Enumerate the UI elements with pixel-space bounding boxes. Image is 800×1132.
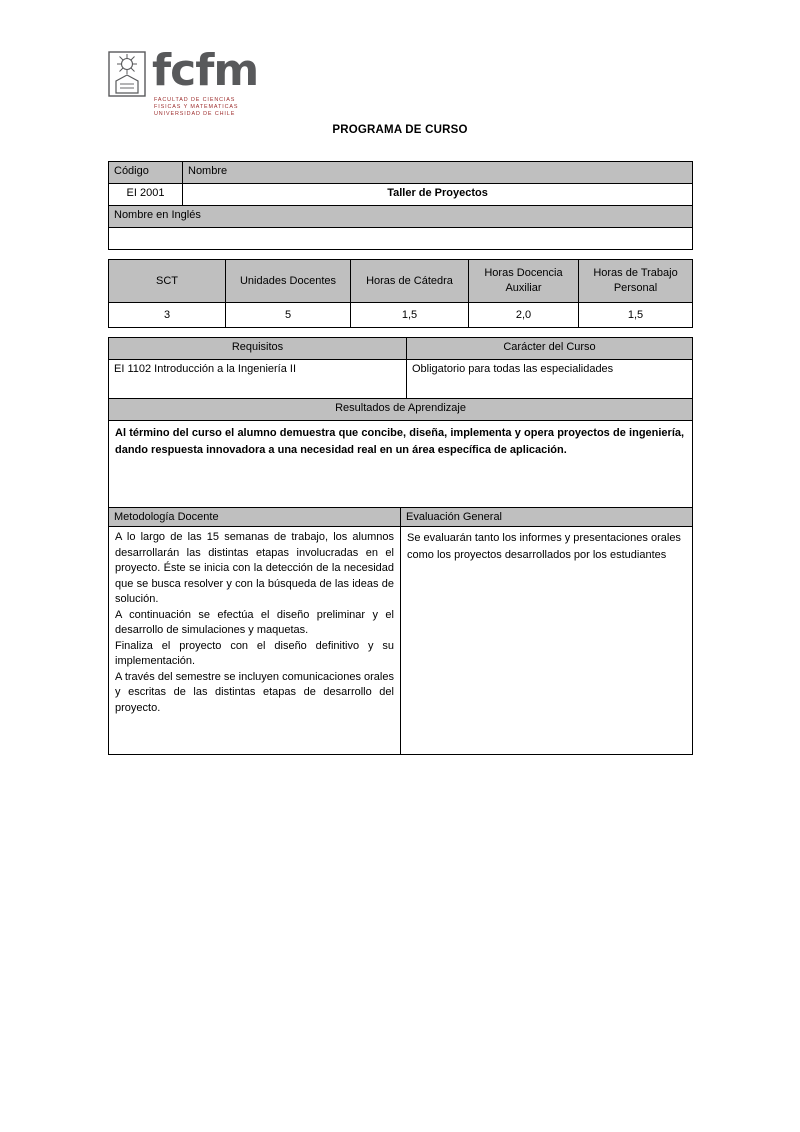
logo-subtitle-line-3: UNIVERSIDAD DE CHILE xyxy=(154,111,236,118)
metodologia-content xyxy=(109,527,401,755)
metric-value-sct: 3 xyxy=(109,303,226,328)
table-row xyxy=(109,162,693,184)
requisitos-header: Requisitos xyxy=(109,338,407,360)
metric-header-horas-catedra: Horas de Cátedra xyxy=(351,260,469,303)
code-header: Código xyxy=(109,162,183,184)
code-value: EI 2001 xyxy=(109,184,183,206)
table-row xyxy=(109,184,693,206)
name-value: Taller de Proyectos xyxy=(183,184,693,206)
metodologia-paragraph-4: A través del semestre se incluyen comunicaciones orales y escritas de las distintas etapas de desarrollo del proyecto. xyxy=(115,670,394,714)
requisitos-value: EI 1102 Introducción a la Ingeniería II xyxy=(109,360,407,399)
metric-header-unidades-docentes: Unidades Docentes xyxy=(226,260,351,303)
logo-subtitle-line-1: FACULTAD DE CIENCIAS xyxy=(154,97,236,103)
metodologia-header: Metodología Docente xyxy=(109,508,401,527)
evaluacion-content: Se evaluarán tanto los informes y presentaciones orales como los proyectos desarrollados por los estudiantes xyxy=(401,527,693,755)
spacer-row xyxy=(109,328,693,338)
metric-header-horas-auxiliar: Horas Docencia Auxiliar xyxy=(469,260,579,303)
table-row xyxy=(109,250,693,260)
table-row xyxy=(109,206,693,228)
logo-subtitle xyxy=(154,97,238,119)
fcfm-logo xyxy=(108,45,268,120)
learning-outcomes-text: Al término del curso el alumno demuestra que concibe, diseña, implementa y opera proyectos de ingeniería, dando respuesta innovadora a una necesidad real en un área específica de aplicación. xyxy=(109,421,693,525)
learning-outcomes-header: Resultados de Aprendizaje xyxy=(109,399,693,421)
english-name-header: Nombre en Inglés xyxy=(109,206,693,228)
metric-value-unidades-docentes: 5 xyxy=(226,303,351,328)
metodologia-paragraph-1: A lo largo de las 15 semanas de trabajo, los alumnos desarrollarán las distintas etapas involucradas en el proyecto. Éste se inicia con la detección de la necesidad que se busca resolver y con la búsqueda de las ideas de solución. xyxy=(115,531,394,605)
metric-value-horas-auxiliar: 2,0 xyxy=(469,303,579,328)
page-title: PROGRAMA DE CURSO xyxy=(332,124,468,136)
table-row xyxy=(109,328,693,338)
caracter-value: Obligatorio para todas las especialidades xyxy=(407,360,693,399)
table-row xyxy=(109,360,693,399)
metric-value-horas-personal: 1,5 xyxy=(579,303,693,328)
logo-subtitle-line-2: FISICAS Y MATEMATICAS xyxy=(154,104,239,111)
methodology-evaluation-table xyxy=(108,507,693,755)
course-info-table xyxy=(108,161,693,525)
metric-header-sct: SCT xyxy=(109,260,226,303)
caracter-header: Carácter del Curso xyxy=(407,338,693,360)
evaluacion-header: Evaluación General xyxy=(401,508,693,527)
logo-wordmark: fcfm xyxy=(152,45,259,96)
english-name-value xyxy=(109,228,693,250)
metric-header-horas-personal: Horas de Trabajo Personal xyxy=(579,260,693,303)
table-row xyxy=(109,527,693,755)
table-row xyxy=(109,228,693,250)
spacer-row xyxy=(109,250,693,260)
table-row xyxy=(109,338,693,360)
metric-value-horas-catedra: 1,5 xyxy=(351,303,469,328)
table-row-metric-values xyxy=(109,303,693,328)
university-crest-icon xyxy=(108,51,146,97)
table-row xyxy=(109,508,693,527)
table-row xyxy=(109,399,693,421)
metodologia-paragraph-2: A continuación se efectúa el diseño preliminar y el desarrollo de simulaciones y maquetas. xyxy=(115,608,394,636)
table-row-metric-headers xyxy=(109,260,693,303)
name-header: Nombre xyxy=(183,162,693,184)
metodologia-paragraph-3: Finaliza el proyecto con el diseño definitivo y su implementación. xyxy=(115,639,394,667)
